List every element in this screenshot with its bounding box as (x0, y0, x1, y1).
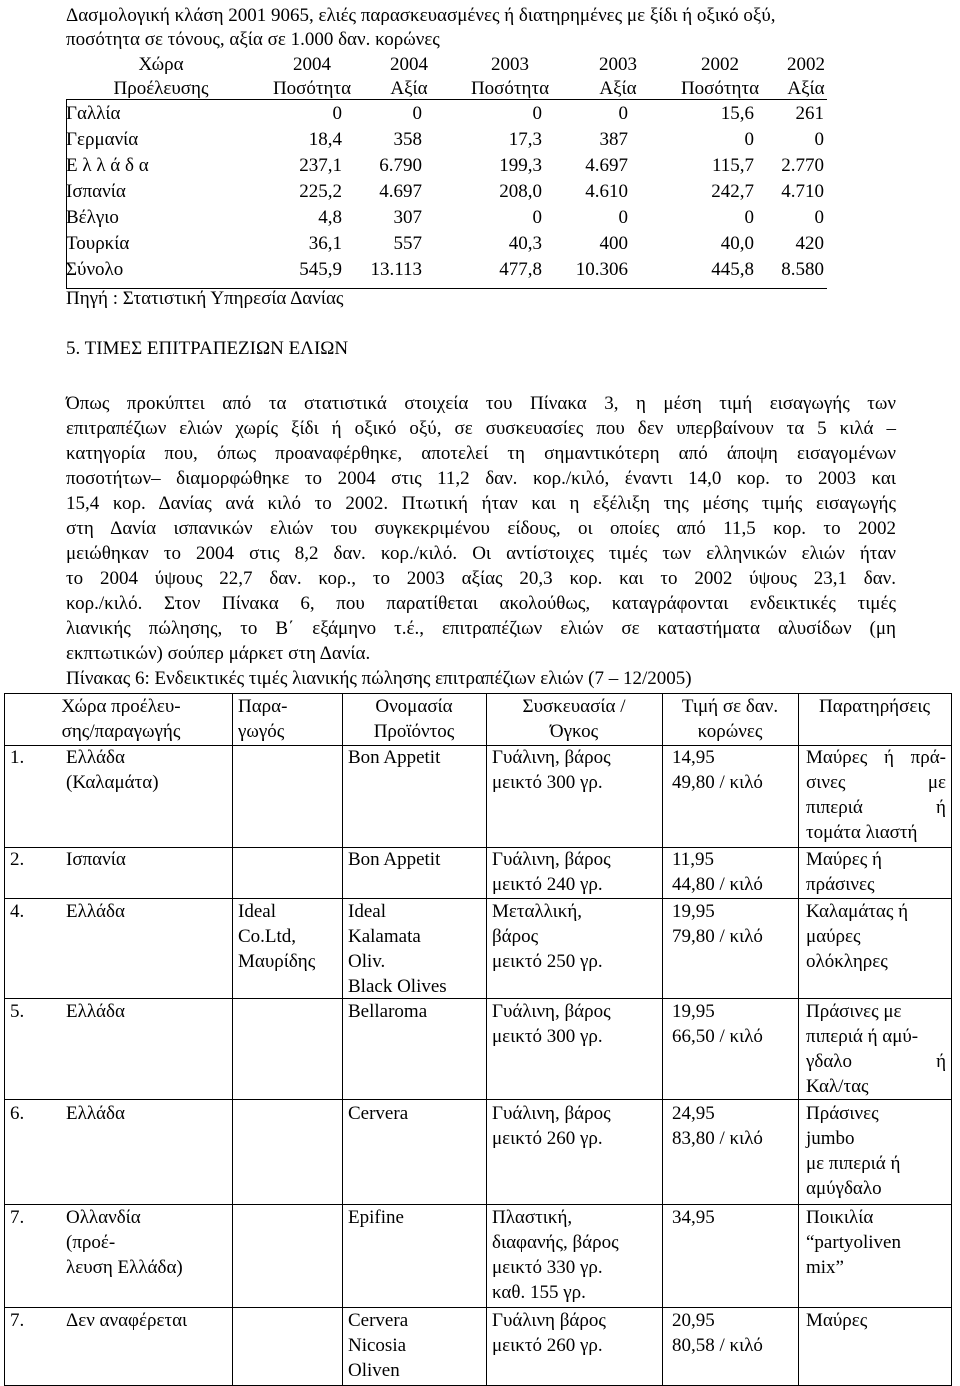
cell-country: Τουρκία (66, 233, 130, 254)
cell: 13.113 (370, 259, 422, 280)
cell: 0 (744, 129, 754, 150)
cell-producer: Ideal Co.Ltd, Μαυρίδης (238, 901, 316, 972)
cell-country: Ελλάδα (66, 1001, 125, 1022)
vline (342, 693, 343, 1386)
cell-country: Ισπανία (66, 181, 126, 202)
cell: 420 (795, 233, 824, 254)
cell-country: Ελλάδα (66, 1103, 125, 1124)
row-number: 1. (10, 747, 25, 768)
row-number: 7. (10, 1207, 25, 1228)
cell-notes: Καλαμάτας ή μαύρες ολόκληρες (806, 901, 909, 972)
cell-price: 24,95 83,80 / κιλό (672, 1103, 763, 1149)
cell: 40,0 (720, 233, 754, 254)
trade-table-body (66, 101, 824, 283)
cell-package: Πλαστική, διαφανής, βάρος μεικτό 330 γρ. καθ. 155 γρ. (492, 1207, 619, 1303)
th-2003-value: 2003 Αξία (599, 54, 637, 99)
cell-product: Ideal Kalamata Oliv. Black Olives (348, 901, 447, 997)
cell-notes: Μαύρες ή πρά- σινες με πιπεριά ή τομάτα λιαστή (806, 747, 946, 843)
cell: 225,2 (299, 181, 342, 202)
row-number: 6. (10, 1103, 25, 1124)
th-producer: Παρα- γωγός (238, 696, 288, 742)
cell-package: Γυάλινη, βάρος μεικτό 260 γρ. (492, 1103, 611, 1149)
paragraph-line: επιτραπέζιων ελιών χωρίς ξίδι ή οξικό οξύ, σε συσκευασίες που δεν υπερβαίνουν τα 5 κιλά – (66, 418, 896, 439)
cell-notes: Πράσινες jumbo με πιπεριά ή αμύγδαλο (806, 1103, 901, 1199)
row-number: 7. (10, 1310, 25, 1331)
cell-price: 20,95 80,58 / κιλό (672, 1310, 763, 1356)
cell: 307 (393, 207, 422, 228)
cell: 445,8 (711, 259, 754, 280)
th-country-origin: Χώρα προέλευ- σης/παραγωγής (61, 696, 181, 742)
cell-country: Ολλανδία (προέ- λευση Ελλάδα) (66, 1207, 183, 1278)
paragraph-line: 15,4 κορ. Δανίας ανά κιλό το 2002. Πτωτική ήταν και η εξέλιξη της μέσης τιμής εισαγωγής (66, 493, 896, 514)
cell: 400 (599, 233, 628, 254)
cell: 358 (393, 129, 422, 150)
cell-price: 11,95 44,80 / κιλό (672, 849, 763, 895)
cell-notes: Πράσινες με πιπεριά ή αμύ- γδαλο ή Καλ/τας (806, 1001, 946, 1097)
cell-package: Γυάλινη, βάρος μεικτό 300 γρ. (492, 1001, 611, 1047)
cell: 15,6 (720, 103, 754, 124)
cell-country: Δεν αναφέρεται (66, 1310, 188, 1331)
cell: 0 (532, 103, 542, 124)
paragraph-line: κορ./κιλό. Στον Πίνακα 6, που παρατίθεται ακολούθως, καταγράφονται ενδεικτικές τιμές (66, 593, 896, 614)
table-row (66, 179, 824, 205)
th-product-name: Ονομασία Προϊόντος (373, 696, 455, 742)
cell-package: Γυάλινη βάρος μεικτό 260 γρ. (492, 1310, 606, 1356)
intro-line-2: ποσότητα σε τόνους, αξία σε 1.000 δαν. κορώνες (66, 29, 440, 50)
cell: 0 (814, 129, 824, 150)
cell-product: Epifine (348, 1207, 404, 1228)
vline (798, 693, 799, 1386)
cell-product: Bon Appetit (348, 747, 441, 768)
cell: 4,8 (318, 207, 342, 228)
vline (486, 693, 487, 1386)
cell: 6.790 (379, 155, 422, 176)
cell-notes: Μαύρες (806, 1310, 868, 1331)
hline (4, 1099, 952, 1100)
table2-title: Πίνακας 6: Ενδεικτικές τιμές λιανικής πώλησης επιτραπέζιων ελιών (7 – 12/2005) (66, 668, 692, 689)
th-price: Τιμή σε δαν. κορώνες (681, 696, 779, 742)
th-package: Συσκευασία / Όγκος (522, 696, 626, 742)
cell-country: Βέλγιο (66, 207, 119, 228)
cell: 0 (618, 103, 628, 124)
cell: 199,3 (499, 155, 542, 176)
cell-package: Γυάλινη, βάρος μεικτό 240 γρ. (492, 849, 611, 895)
paragraph-line: μειώθηκαν το 2004 στις 8,2 δαν. κορ./κιλό. Οι αντίστοιχες τιμές των ελληνικών ελιών ήταν (66, 543, 896, 564)
cell: 4.697 (585, 155, 628, 176)
cell: 557 (393, 233, 422, 254)
cell: 208,0 (499, 181, 542, 202)
paragraph-line: στη Δανία ισπανικών ελιών του συγκεκριμένου είδους, οι οποίες από 11,5 κορ. το 2002 (66, 518, 896, 539)
vline (951, 693, 952, 1386)
cell-country: Γερμανία (66, 129, 139, 150)
cell: 4.710 (781, 181, 824, 202)
cell: 237,1 (299, 155, 342, 176)
cell-country: Ισπανία (66, 849, 126, 870)
th-country: Χώρα Προέλευσης (113, 54, 209, 99)
paragraph-line: ποσοτήτων– διαμορφώθηκε το 2004 στις 11,2 δαν. κορ./κιλό, έναντι 14,0 κορ. το 2003 και (66, 468, 896, 489)
cell-country: Ε λ λ ά δ α (66, 155, 149, 176)
cell: 10.306 (575, 259, 628, 280)
table-row (66, 257, 824, 283)
cell: 0 (332, 103, 342, 124)
cell: 4.697 (379, 181, 422, 202)
cell-country: Σύνολο (66, 259, 124, 280)
cell-price: 19,95 66,50 / κιλό (672, 1001, 763, 1047)
paragraph-line: το 2004 ύψους 22,7 δαν. κορ., το 2003 αξίας 20,3 κορ. και το 2002 ύψους 23,1 δαν. (66, 568, 896, 589)
vline (4, 693, 5, 1386)
paragraph-line: λιανικής πώλησης, το Β΄ εξάμηνο τ.έ., επιτραπέζιων ελιών σε καταστήματα αλυσίδων (μη (66, 618, 896, 639)
th-2002-qty: 2002 Ποσότητα (680, 54, 760, 99)
cell-product: Cervera Nicosia Oliven (348, 1310, 409, 1381)
cell: 0 (412, 103, 422, 124)
section-heading: 5. ΤΙΜΕΣ ΕΠΙΤΡΑΠΕΖΙΩΝ ΕΛΙΩΝ (66, 338, 349, 359)
th-2003-qty: 2003 Ποσότητα (470, 54, 550, 99)
cell-notes: Μαύρες ή πράσινες (806, 849, 882, 895)
cell: 18,4 (308, 129, 342, 150)
cell-country: Γαλλία (66, 103, 121, 124)
th-2004-value: 2004 Αξία (390, 54, 428, 99)
cell: 0 (814, 207, 824, 228)
cell-product: Cervera (348, 1103, 409, 1124)
cell-product: Bellaroma (348, 1001, 428, 1022)
cell-price: 34,95 (672, 1207, 715, 1228)
vline (232, 693, 233, 1386)
cell: 0 (618, 207, 628, 228)
cell: 4.610 (585, 181, 628, 202)
row-number: 5. (10, 1001, 25, 1022)
source-note: Πηγή : Στατιστική Υπηρεσία Δανίας (66, 288, 344, 309)
cell: 387 (599, 129, 628, 150)
cell-notes: Ποικιλία “partyoliven mix” (806, 1207, 901, 1278)
cell-price: 19,95 79,80 / κιλό (672, 901, 763, 947)
body-paragraph (66, 391, 896, 666)
cell: 36,1 (308, 233, 342, 254)
row-number: 4. (10, 901, 25, 922)
cell: 0 (532, 207, 542, 228)
cell-product: Bon Appetit (348, 849, 441, 870)
intro-line-1: Δασμολογική κλάση 2001 9065, ελιές παρασκευασμένες ή διατηρημένες με ξίδι ή οξικό οξύ, (66, 5, 776, 26)
th-notes: Παρατηρήσεις (819, 696, 930, 717)
vline (662, 693, 663, 1386)
paragraph-line: Όπως προκύπτει από τα στατιστικά στοιχεία του Πίνακα 3, η μέση τιμή εισαγωγής των (66, 393, 896, 414)
table-row (66, 205, 824, 231)
th-2002-value: 2002 Αξία (787, 54, 825, 99)
table-row (66, 231, 824, 257)
table-row (66, 127, 824, 153)
cell: 477,8 (499, 259, 542, 280)
paragraph-line: εκπτωτικών) σούπερ μάρκετ στη Δανία. (66, 643, 371, 664)
cell: 261 (795, 103, 824, 124)
cell-package: Μεταλλική, βάρος μεικτό 250 γρ. (492, 901, 603, 972)
cell-price: 14,95 49,80 / κιλό (672, 747, 763, 793)
th-2004-qty: 2004 Ποσότητα (272, 54, 352, 99)
cell: 242,7 (711, 181, 754, 202)
cell: 0 (744, 207, 754, 228)
table-row (66, 101, 824, 127)
cell: 17,3 (508, 129, 542, 150)
cell-country: Ελλάδα (66, 901, 125, 922)
paragraph-line: κατηγορία που, όπως προαναφέρθηκε, αποτελεί τη σημαντικότερη από άποψη εισαγομένων (66, 443, 896, 464)
cell: 545,9 (299, 259, 342, 280)
table-row (66, 153, 824, 179)
cell: 8.580 (781, 259, 824, 280)
cell: 2.770 (781, 155, 824, 176)
cell-country: Ελλάδα (Καλαμάτα) (66, 747, 159, 793)
cell: 40,3 (508, 233, 542, 254)
cell-package: Γυάλινη, βάρος μεικτό 300 γρ. (492, 747, 611, 793)
cell: 115,7 (711, 155, 754, 176)
row-number: 2. (10, 849, 25, 870)
